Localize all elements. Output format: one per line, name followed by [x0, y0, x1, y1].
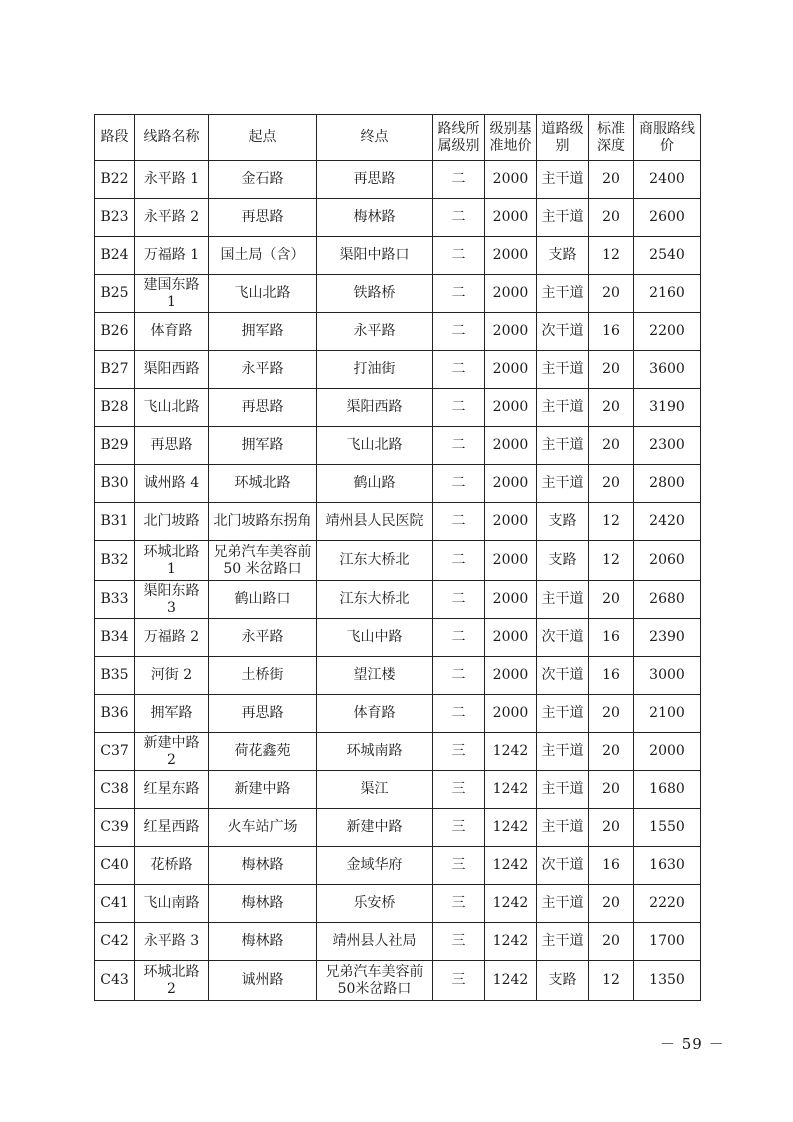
cell-road-grade: 主干道 — [537, 161, 589, 199]
cell-start-point: 北门坡路东拐角 — [209, 503, 317, 541]
cell-start-point: 鹤山路口 — [209, 581, 317, 619]
cell-standard-depth: 20 — [589, 465, 634, 503]
cell-route-grade: 三 — [433, 809, 485, 847]
cell-base-land-price: 2000 — [485, 427, 537, 465]
table-row — [95, 923, 701, 961]
cell-commercial-route-price: 2200 — [634, 313, 701, 351]
cell-segment: C43 — [95, 961, 135, 1001]
cell-road-grade: 主干道 — [537, 427, 589, 465]
cell-base-land-price: 2000 — [485, 503, 537, 541]
cell-route-grade: 二 — [433, 199, 485, 237]
cell-commercial-route-price: 2390 — [634, 619, 701, 657]
cell-start-point: 飞山北路 — [209, 275, 317, 313]
cell-road-grade: 主干道 — [537, 733, 589, 771]
cell-road-grade: 支路 — [537, 541, 589, 581]
cell-segment: C38 — [95, 771, 135, 809]
cell-standard-depth: 20 — [589, 771, 634, 809]
cell-base-land-price: 2000 — [485, 161, 537, 199]
cell-segment: B35 — [95, 657, 135, 695]
cell-route-grade: 二 — [433, 581, 485, 619]
header-segment: 路段 — [95, 115, 135, 161]
cell-base-land-price: 1242 — [485, 771, 537, 809]
cell-route-grade: 二 — [433, 313, 485, 351]
cell-segment: B23 — [95, 199, 135, 237]
cell-start-point: 梅林路 — [209, 923, 317, 961]
cell-standard-depth: 20 — [589, 199, 634, 237]
cell-commercial-route-price: 2100 — [634, 695, 701, 733]
cell-end-point: 渠江 — [317, 771, 433, 809]
cell-route-name: 渠阳东路 3 — [135, 581, 209, 619]
cell-route-name: 永平路 1 — [135, 161, 209, 199]
cell-standard-depth: 20 — [589, 885, 634, 923]
cell-route-name: 环城北路 2 — [135, 961, 209, 1001]
cell-commercial-route-price: 2000 — [634, 733, 701, 771]
cell-route-grade: 三 — [433, 771, 485, 809]
table-row — [95, 961, 701, 1001]
cell-standard-depth: 20 — [589, 923, 634, 961]
cell-road-grade: 主干道 — [537, 465, 589, 503]
cell-route-name: 诚州路 4 — [135, 465, 209, 503]
cell-segment: B33 — [95, 581, 135, 619]
cell-route-grade: 二 — [433, 389, 485, 427]
cell-base-land-price: 2000 — [485, 237, 537, 275]
cell-base-land-price: 2000 — [485, 313, 537, 351]
cell-commercial-route-price: 1680 — [634, 771, 701, 809]
cell-commercial-route-price: 3600 — [634, 351, 701, 389]
cell-route-name: 环城北路 1 — [135, 541, 209, 581]
cell-road-grade: 次干道 — [537, 847, 589, 885]
cell-route-grade: 二 — [433, 541, 485, 581]
header-commercial-route-price: 商服路线价 — [634, 115, 701, 161]
cell-route-grade: 二 — [433, 657, 485, 695]
cell-standard-depth: 20 — [589, 351, 634, 389]
cell-segment: B31 — [95, 503, 135, 541]
cell-segment: B24 — [95, 237, 135, 275]
table-row — [95, 733, 701, 771]
table-row — [95, 199, 701, 237]
cell-commercial-route-price: 2600 — [634, 199, 701, 237]
table-row — [95, 657, 701, 695]
header-route-name: 线路名称 — [135, 115, 209, 161]
table-row — [95, 771, 701, 809]
cell-start-point: 荷花鑫苑 — [209, 733, 317, 771]
cell-segment: B29 — [95, 427, 135, 465]
cell-end-point: 铁路桥 — [317, 275, 433, 313]
cell-road-grade: 主干道 — [537, 885, 589, 923]
cell-base-land-price: 2000 — [485, 275, 537, 313]
cell-segment: B27 — [95, 351, 135, 389]
cell-standard-depth: 20 — [589, 581, 634, 619]
cell-base-land-price: 2000 — [485, 465, 537, 503]
header-base-land-price: 级别基准地价 — [485, 115, 537, 161]
cell-commercial-route-price: 2420 — [634, 503, 701, 541]
cell-route-name: 河街 2 — [135, 657, 209, 695]
cell-road-grade: 支路 — [537, 961, 589, 1001]
cell-road-grade: 主干道 — [537, 923, 589, 961]
table-header-row — [95, 115, 701, 161]
cell-route-grade: 三 — [433, 923, 485, 961]
cell-end-point: 靖州县人民医院 — [317, 503, 433, 541]
cell-standard-depth: 16 — [589, 847, 634, 885]
cell-segment: C40 — [95, 847, 135, 885]
table-row — [95, 275, 701, 313]
cell-road-grade: 主干道 — [537, 695, 589, 733]
cell-road-grade: 支路 — [537, 503, 589, 541]
cell-route-grade: 二 — [433, 465, 485, 503]
cell-segment: C42 — [95, 923, 135, 961]
cell-end-point: 江东大桥北 — [317, 581, 433, 619]
table-row — [95, 161, 701, 199]
cell-route-grade: 三 — [433, 733, 485, 771]
cell-commercial-route-price: 2160 — [634, 275, 701, 313]
table-row — [95, 503, 701, 541]
cell-standard-depth: 20 — [589, 389, 634, 427]
cell-commercial-route-price: 1630 — [634, 847, 701, 885]
cell-start-point: 永平路 — [209, 619, 317, 657]
cell-standard-depth: 16 — [589, 619, 634, 657]
table-row — [95, 465, 701, 503]
cell-start-point: 新建中路 — [209, 771, 317, 809]
cell-start-point: 再思路 — [209, 389, 317, 427]
land-price-table — [94, 114, 701, 1001]
cell-route-name: 飞山南路 — [135, 885, 209, 923]
cell-route-grade: 二 — [433, 161, 485, 199]
cell-end-point: 环城南路 — [317, 733, 433, 771]
table-row — [95, 619, 701, 657]
cell-end-point: 永平路 — [317, 313, 433, 351]
cell-road-grade: 支路 — [537, 237, 589, 275]
cell-route-grade: 三 — [433, 961, 485, 1001]
cell-end-point: 金域华府 — [317, 847, 433, 885]
cell-commercial-route-price: 1550 — [634, 809, 701, 847]
cell-standard-depth: 12 — [589, 541, 634, 581]
table-row — [95, 237, 701, 275]
cell-route-name: 红星西路 — [135, 809, 209, 847]
cell-standard-depth: 12 — [589, 503, 634, 541]
cell-standard-depth: 20 — [589, 161, 634, 199]
cell-segment: B36 — [95, 695, 135, 733]
cell-start-point: 金石路 — [209, 161, 317, 199]
cell-base-land-price: 2000 — [485, 541, 537, 581]
cell-commercial-route-price: 3000 — [634, 657, 701, 695]
cell-end-point: 乐安桥 — [317, 885, 433, 923]
cell-end-point: 新建中路 — [317, 809, 433, 847]
cell-route-grade: 二 — [433, 275, 485, 313]
table-row — [95, 695, 701, 733]
cell-road-grade: 次干道 — [537, 313, 589, 351]
cell-standard-depth: 16 — [589, 313, 634, 351]
cell-segment: C41 — [95, 885, 135, 923]
cell-start-point: 兄弟汽车美容前50 米岔路口 — [209, 541, 317, 581]
cell-route-name: 新建中路 2 — [135, 733, 209, 771]
cell-segment: B22 — [95, 161, 135, 199]
cell-route-name: 渠阳西路 — [135, 351, 209, 389]
table-row — [95, 885, 701, 923]
cell-road-grade: 主干道 — [537, 351, 589, 389]
cell-segment: B28 — [95, 389, 135, 427]
cell-end-point: 飞山中路 — [317, 619, 433, 657]
cell-base-land-price: 1242 — [485, 809, 537, 847]
cell-base-land-price: 1242 — [485, 733, 537, 771]
cell-road-grade: 主干道 — [537, 771, 589, 809]
cell-route-grade: 三 — [433, 885, 485, 923]
cell-base-land-price: 2000 — [485, 351, 537, 389]
cell-start-point: 梅林路 — [209, 847, 317, 885]
cell-standard-depth: 20 — [589, 809, 634, 847]
table-row — [95, 809, 701, 847]
cell-end-point: 靖州县人社局 — [317, 923, 433, 961]
header-standard-depth: 标准深度 — [589, 115, 634, 161]
cell-base-land-price: 2000 — [485, 695, 537, 733]
cell-end-point: 体育路 — [317, 695, 433, 733]
cell-route-name: 万福路 2 — [135, 619, 209, 657]
cell-start-point: 拥军路 — [209, 313, 317, 351]
cell-commercial-route-price: 2220 — [634, 885, 701, 923]
cell-end-point: 梅林路 — [317, 199, 433, 237]
cell-base-land-price: 1242 — [485, 923, 537, 961]
cell-end-point: 渠阳西路 — [317, 389, 433, 427]
cell-commercial-route-price: 2060 — [634, 541, 701, 581]
header-start-point: 起点 — [209, 115, 317, 161]
cell-start-point: 国土局（含） — [209, 237, 317, 275]
cell-commercial-route-price: 2300 — [634, 427, 701, 465]
table-row — [95, 541, 701, 581]
header-end-point: 终点 — [317, 115, 433, 161]
cell-start-point: 梅林路 — [209, 885, 317, 923]
cell-route-grade: 二 — [433, 619, 485, 657]
cell-base-land-price: 2000 — [485, 581, 537, 619]
table-row — [95, 427, 701, 465]
cell-base-land-price: 1242 — [485, 885, 537, 923]
cell-route-name: 拥军路 — [135, 695, 209, 733]
cell-end-point: 飞山北路 — [317, 427, 433, 465]
cell-start-point: 环城北路 — [209, 465, 317, 503]
cell-start-point: 拥军路 — [209, 427, 317, 465]
cell-standard-depth: 12 — [589, 961, 634, 1001]
cell-route-grade: 二 — [433, 695, 485, 733]
cell-route-grade: 二 — [433, 427, 485, 465]
cell-route-name: 飞山北路 — [135, 389, 209, 427]
cell-start-point: 土桥街 — [209, 657, 317, 695]
cell-segment: B30 — [95, 465, 135, 503]
cell-start-point: 火车站广场 — [209, 809, 317, 847]
cell-road-grade: 主干道 — [537, 199, 589, 237]
cell-route-grade: 二 — [433, 503, 485, 541]
cell-end-point: 再思路 — [317, 161, 433, 199]
cell-standard-depth: 16 — [589, 657, 634, 695]
header-route-grade: 路线所属级别 — [433, 115, 485, 161]
cell-start-point: 再思路 — [209, 695, 317, 733]
cell-road-grade: 主干道 — [537, 389, 589, 427]
cell-segment: C39 — [95, 809, 135, 847]
table-row — [95, 581, 701, 619]
page-number: － 59 － — [660, 1035, 725, 1053]
cell-standard-depth: 20 — [589, 695, 634, 733]
cell-standard-depth: 20 — [589, 275, 634, 313]
cell-segment: B34 — [95, 619, 135, 657]
cell-base-land-price: 1242 — [485, 847, 537, 885]
cell-base-land-price: 2000 — [485, 389, 537, 427]
cell-route-name: 体育路 — [135, 313, 209, 351]
cell-standard-depth: 20 — [589, 427, 634, 465]
cell-segment: B26 — [95, 313, 135, 351]
cell-commercial-route-price: 1700 — [634, 923, 701, 961]
cell-route-name: 花桥路 — [135, 847, 209, 885]
cell-end-point: 渠阳中路口 — [317, 237, 433, 275]
cell-commercial-route-price: 2540 — [634, 237, 701, 275]
cell-commercial-route-price: 2400 — [634, 161, 701, 199]
cell-route-name: 永平路 2 — [135, 199, 209, 237]
cell-start-point: 永平路 — [209, 351, 317, 389]
cell-road-grade: 次干道 — [537, 619, 589, 657]
cell-base-land-price: 1242 — [485, 961, 537, 1001]
cell-commercial-route-price: 3190 — [634, 389, 701, 427]
cell-road-grade: 次干道 — [537, 657, 589, 695]
cell-end-point: 鹤山路 — [317, 465, 433, 503]
cell-route-grade: 二 — [433, 351, 485, 389]
cell-route-name: 北门坡路 — [135, 503, 209, 541]
cell-road-grade: 主干道 — [537, 275, 589, 313]
cell-start-point: 诚州路 — [209, 961, 317, 1001]
cell-route-name: 建国东路 1 — [135, 275, 209, 313]
cell-base-land-price: 2000 — [485, 619, 537, 657]
cell-route-name: 红星东路 — [135, 771, 209, 809]
cell-commercial-route-price: 2680 — [634, 581, 701, 619]
cell-route-name: 万福路 1 — [135, 237, 209, 275]
cell-commercial-route-price: 1350 — [634, 961, 701, 1001]
cell-end-point: 兄弟汽车美容前 50米岔路口 — [317, 961, 433, 1001]
cell-standard-depth: 12 — [589, 237, 634, 275]
cell-commercial-route-price: 2800 — [634, 465, 701, 503]
cell-segment: B32 — [95, 541, 135, 581]
cell-standard-depth: 20 — [589, 733, 634, 771]
cell-route-grade: 三 — [433, 847, 485, 885]
cell-segment: B25 — [95, 275, 135, 313]
table-row — [95, 389, 701, 427]
header-road-grade: 道路级别 — [537, 115, 589, 161]
table-row — [95, 351, 701, 389]
cell-base-land-price: 2000 — [485, 657, 537, 695]
cell-road-grade: 主干道 — [537, 809, 589, 847]
cell-route-name: 永平路 3 — [135, 923, 209, 961]
table-row — [95, 847, 701, 885]
cell-road-grade: 主干道 — [537, 581, 589, 619]
cell-end-point: 打油街 — [317, 351, 433, 389]
cell-route-grade: 二 — [433, 237, 485, 275]
cell-end-point: 望江楼 — [317, 657, 433, 695]
cell-base-land-price: 2000 — [485, 199, 537, 237]
cell-end-point: 江东大桥北 — [317, 541, 433, 581]
cell-route-name: 再思路 — [135, 427, 209, 465]
cell-segment: C37 — [95, 733, 135, 771]
cell-start-point: 再思路 — [209, 199, 317, 237]
table-row — [95, 313, 701, 351]
